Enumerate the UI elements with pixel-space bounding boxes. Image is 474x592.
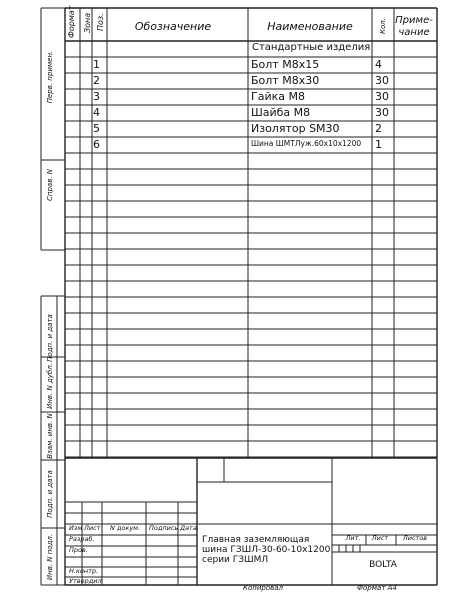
item-name: Болт М8x15 <box>251 58 320 71</box>
tb-title-3: серии ГЗШМЛ <box>202 555 269 565</box>
tb-lit: Лит. <box>345 534 361 542</box>
tb-role-approve: Утвердил <box>69 577 102 585</box>
item-pos: 5 <box>93 122 100 135</box>
tb-sheets: Листов <box>402 534 428 542</box>
header-pos: Поз. <box>96 13 105 31</box>
item-row <box>93 74 389 87</box>
item-qty: 2 <box>375 122 382 135</box>
label-dup-inv: Инв. N дубл. <box>46 363 54 409</box>
label-orig-inv: Инв. N подл. <box>46 533 54 581</box>
tb-role-dev: Разраб. <box>69 535 95 543</box>
item-pos: 6 <box>93 138 100 151</box>
footer-copied: Копировал <box>243 584 283 592</box>
label-ref-no: Справ. N <box>46 168 54 202</box>
item-qty: 30 <box>375 74 389 87</box>
header-format: Формат <box>67 5 76 38</box>
header-designation: Обозначение <box>134 20 212 33</box>
item-pos: 2 <box>93 74 100 87</box>
tb-role-ncontrol: Н.контр. <box>69 567 99 575</box>
tb-col-sheet: Лист <box>84 524 101 532</box>
item-pos: 4 <box>93 106 100 119</box>
item-qty: 1 <box>375 138 382 151</box>
item-pos: 1 <box>93 58 100 71</box>
header-note-2: чание <box>398 27 430 38</box>
tb-col-sign: Подпись <box>149 524 179 532</box>
item-row <box>93 122 382 135</box>
section-title: Стандартные изделия <box>252 42 371 53</box>
item-name: Шайба М8 <box>251 106 311 119</box>
item-row <box>93 58 382 71</box>
label-first-use: Перв. примен. <box>46 50 54 104</box>
tb-title-2: шина ГЗШЛ-30-60-10x1200 <box>202 545 331 555</box>
tb-col-doc: N докум. <box>110 524 141 532</box>
item-qty: 30 <box>375 90 389 103</box>
tb-col-change: Изм <box>69 524 83 532</box>
footer-format: Формат А4 <box>357 584 397 592</box>
tb-sheet: Лист <box>371 534 389 542</box>
label-replaced-inv: Взам. инв. N <box>46 413 54 459</box>
label-sign-date-1: Подп. и дата <box>46 314 54 362</box>
item-row <box>93 106 389 119</box>
header-note-1: Приме- <box>395 15 433 26</box>
item-row <box>93 138 382 151</box>
header-name: Наименование <box>267 20 353 33</box>
item-row <box>93 90 389 103</box>
item-name: Изолятор SM30 <box>251 122 340 135</box>
item-qty: 30 <box>375 106 389 119</box>
item-pos: 3 <box>93 90 100 103</box>
header-qty: Кол. <box>379 18 387 34</box>
item-name: Шина ШМТЛуж.60x10x1200 <box>251 139 362 148</box>
tb-title-1: Главная заземляющая <box>202 535 310 545</box>
tb-role-check: Пров. <box>69 546 88 554</box>
tb-org: BOLTA <box>369 560 397 570</box>
item-name: Гайка М8 <box>251 90 305 103</box>
item-name: Болт М8x30 <box>251 74 320 87</box>
item-qty: 4 <box>375 58 382 71</box>
header-zone: Зона <box>83 12 92 33</box>
tb-col-date: Дата <box>180 524 197 532</box>
label-sign-date-2: Подп. и дата <box>46 470 54 518</box>
